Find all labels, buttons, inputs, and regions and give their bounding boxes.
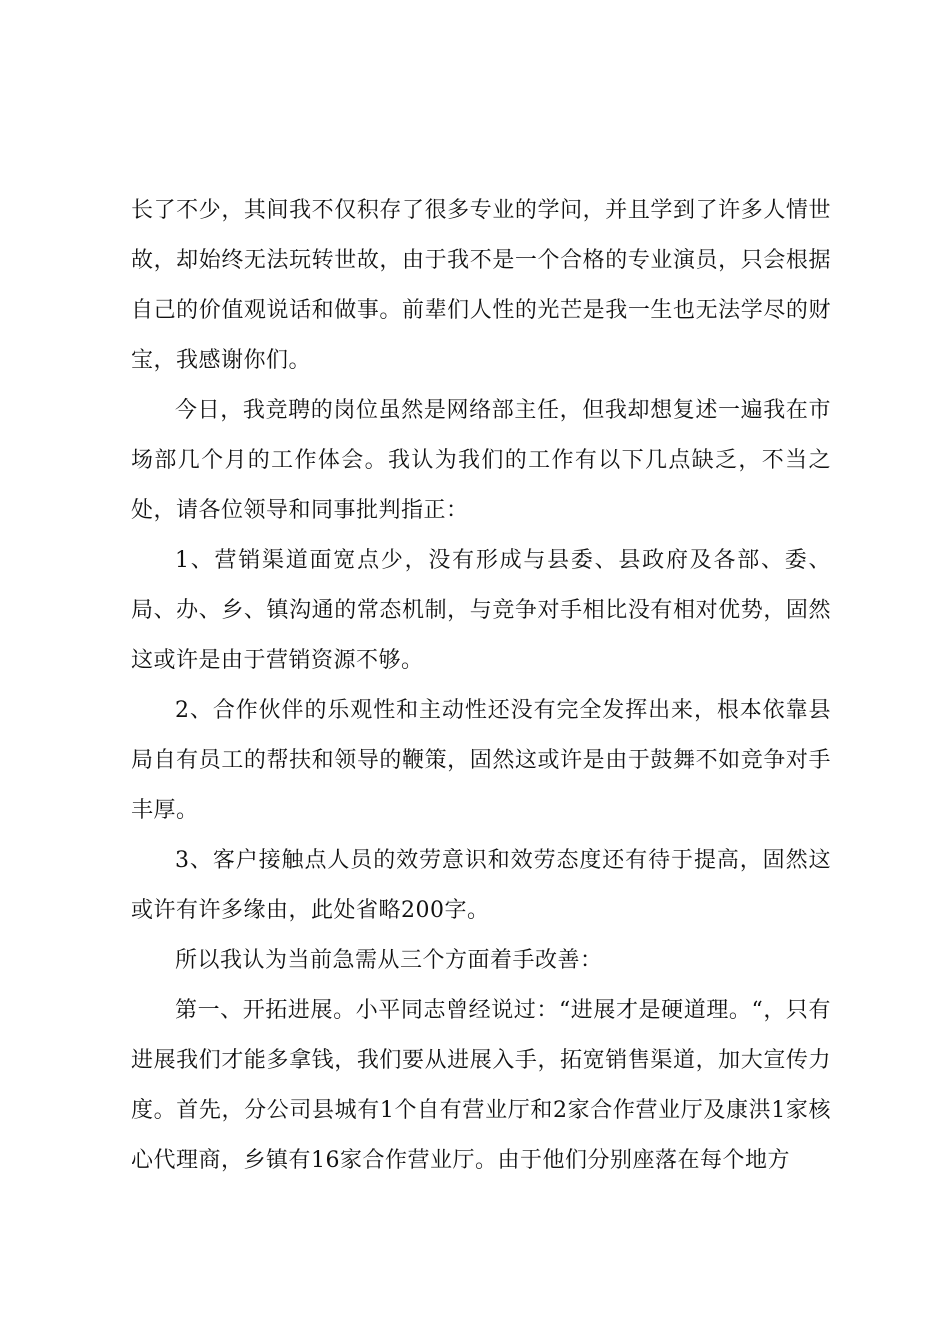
paragraph-4: 2、合作伙伴的乐观性和主动性还没有完全发挥出来，根本依靠县局自有员工的帮扶和领导的鞭策，固然这或许是由于鼓舞不如竞争对手丰厚。	[131, 698, 831, 823]
paragraph-7: 第一、开拓进展。小平同志曾经说过：“进展才是硬道理。“，只有进展我们才能多拿钱，我们要从进展入手，拓宽销售渠道，加大宣传力度。首先，分公司县城有1个自有营业厅和2家合作营业厅及康洪1家核心代理商，乡镇有16家合作营业厅。由于他们分别座落在每个地方	[131, 998, 831, 1173]
document-body	[131, 186, 831, 1186]
paragraph-6: 所以我认为当前急需从三个方面着手改善：	[175, 948, 603, 973]
paragraph-2: 今日，我竞聘的岗位虽然是网络部主任，但我却想复述一遍我在市场部几个月的工作体会。我认为我们的工作有以下几点缺乏，不当之处，请各位领导和同事批判指正：	[131, 398, 831, 523]
paragraph-1: 长了不少，其间我不仅积存了很多专业的学问，并且学到了许多人情世故，却始终无法玩转世故，由于我不是一个合格的专业演员，只会根据自己的价值观说话和做事。前辈们人性的光芒是我一生也无法学尽的财宝，我感谢你们。	[131, 198, 831, 373]
paragraph-5: 3、客户接触点人员的效劳意识和效劳态度还有待于提高，固然这或许有许多缘由，此处省略200字。	[131, 848, 831, 923]
paragraph-3: 1、营销渠道面宽点少，没有形成与县委、县政府及各部、委、局、办、乡、镇沟通的常态机制，与竞争对手相比没有相对优势，固然这或许是由于营销资源不够。	[131, 548, 831, 673]
